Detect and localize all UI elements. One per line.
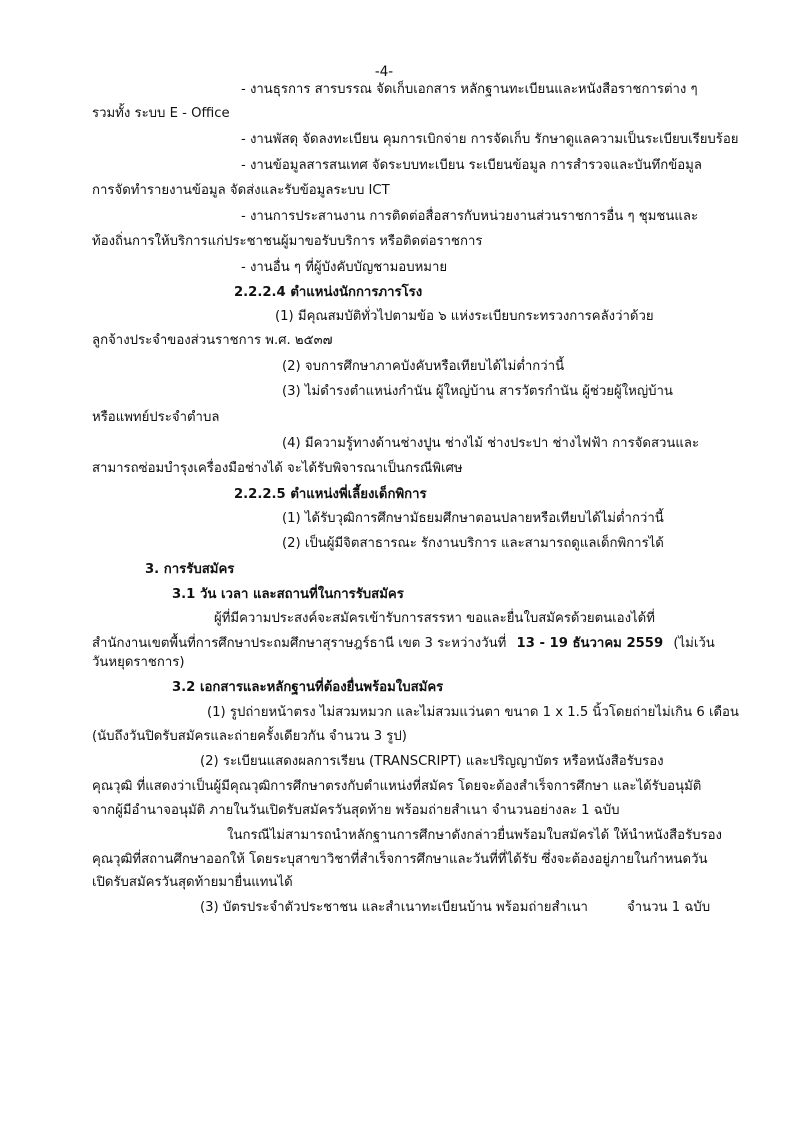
s32-item-3-text: (3) บัตรประจำตัวประชาชน และสำเนาทะเบียนบ้าน พร้อมถ่ายสำเนา: [200, 900, 588, 915]
duty-1-line-1: - งานธุรการ สารบรรณ จัดเก็บเอกสาร หลักฐานทะเบียนและหนังสือราชการต่าง ๆ: [241, 82, 698, 97]
s2225-item-1: (1) ได้รับวุฒิการศึกษามัธยมศึกษาตอนปลายหรือเทียบได้ไม่ต่ำกว่านี้: [282, 511, 664, 526]
s31-line-2-suffix: (ไม่เว้น: [673, 636, 715, 651]
section-2225-heading: 2.2.2.5 ตำแหน่งพี่เลี้ยงเด็กพิการ: [234, 487, 427, 502]
s2224-item-1-line-1: (1) มีคุณสมบัติทั่วไปตามข้อ ๖ แห่งระเบียบกระทรวงการคลังว่าด้วย: [275, 309, 654, 324]
s31-line-2-prefix: สำนักงานเขตพื้นที่การศึกษาประถมศึกษาสุราษฎร์ธานี เขต 3 ระหว่างวันที่: [92, 636, 507, 651]
s31-line-2: [92, 634, 715, 654]
s2224-item-3-line-1: (3) ไม่ดำรงตำแหน่งกำนัน ผู้ใหญ่บ้าน สารวัตรกำนัน ผู้ช่วยผู้ใหญ่บ้าน: [282, 384, 673, 399]
duty-3-line-2: การจัดทำรายงานข้อมูล จัดส่งและรับข้อมูลระบบ ICT: [92, 183, 390, 198]
section-32-heading: 3.2 เอกสารและหลักฐานที่ต้องยื่นพร้อมใบสมัคร: [172, 680, 444, 695]
application-dates: 13 - 19 ธันวาคม 2559: [516, 636, 664, 651]
s32-item-1-line-1: (1) รูปถ่ายหน้าตรง ไม่สวมหมวก และไม่สวมแว่นตา ขนาด 1 x 1.5 นิ้วโดยถ่ายไม่เกิน 6 เดือน: [207, 705, 739, 720]
s2224-item-4-line-1: (4) มีความรู้ทางด้านช่างปูน ช่างไม้ ช่างประปา ช่างไฟฟ้า การจัดสวนและ: [282, 436, 700, 451]
s2224-item-3-line-2: หรือแพทย์ประจำตำบล: [92, 410, 220, 425]
s32-note-line-2: คุณวุฒิที่สถานศึกษาออกให้ โดยระบุสาขาวิชาที่สำเร็จการศึกษาและวันที่ที่ได้รับ ซึ่งจะต้องอยู่ภายในกำหนดวัน: [92, 852, 708, 867]
section-3-heading: 3. การรับสมัคร: [145, 562, 235, 577]
duty-5-line-1: - งานอื่น ๆ ที่ผู้บังคับบัญชามอบหมาย: [241, 260, 448, 275]
duty-2-line-1: - งานพัสดุ จัดลงทะเบียน คุมการเบิกจ่าย การจัดเก็บ รักษาดูแลความเป็นระเบียบเรียบร้อย: [241, 132, 739, 147]
s32-item-2-line-1: (2) ระเบียนแสดงผลการเรียน (TRANSCRIPT) และปริญญาบัตร หรือหนังสือรับรอง: [200, 754, 664, 769]
duty-3-line-1: - งานข้อมูลสารสนเทศ จัดระบบทะเบียน ระเบียนข้อมูล การสำรวจและบันทึกข้อมูล: [241, 158, 702, 173]
s32-note-line-3: เปิดรับสมัครวันสุดท้ายมายื่นแทนได้: [92, 875, 293, 890]
s2224-item-1-line-2: ลูกจ้างประจำของส่วนราชการ พ.ศ. ๒๕๓๗: [92, 333, 333, 348]
s2224-item-2-line-1: (2) จบการศึกษาภาคบังคับหรือเทียบได้ไม่ต่ำกว่านี้: [282, 359, 565, 374]
s2224-item-4-line-2: สามารถซ่อมบำรุงเครื่องมือช่างได้ จะได้รับพิจารณาเป็นกรณีพิเศษ: [92, 461, 463, 476]
s32-item-1-line-2: (นับถึงวันปิดรับสมัครและถ่ายครั้งเดียวกัน จำนวน 3 รูป): [92, 729, 407, 744]
s2225-item-2: (2) เป็นผู้มีจิตสาธารณะ รักงานบริการ และสามารถดูแลเด็กพิการได้: [282, 536, 664, 551]
section-2224-heading: 2.2.2.4 ตำแหน่งนักการภารโรง: [234, 285, 423, 300]
s32-note-line-1: ในกรณีไม่สามารถนำหลักฐานการศึกษาดังกล่าวยื่นพร้อมใบสมัครได้ ให้นำหนังสือรับรอง: [227, 828, 722, 843]
duty-4-line-2: ท้องถิ่นการให้บริการแก่ประชาชนผู้มาขอรับบริการ หรือติดต่อราชการ: [92, 234, 483, 249]
s31-line-3: วันหยุดราชการ): [92, 655, 185, 670]
page-number: -4-: [374, 64, 394, 80]
s32-item-2-line-3: จากผู้มีอำนาจอนุมัติ ภายในวันเปิดรับสมัครวันสุดท้าย พร้อมถ่ายสำเนา จำนวนอย่างละ 1 ฉบับ: [92, 803, 620, 818]
section-31-heading: 3.1 วัน เวลา และสถานที่ในการรับสมัคร: [172, 587, 404, 602]
duty-4-line-1: - งานการประสานงาน การติดต่อสื่อสารกับหน่วยงานส่วนราชการอื่น ๆ ชุมชนและ: [241, 209, 699, 224]
duty-1-line-2: รวมทั้ง ระบบ E - Office: [92, 106, 230, 121]
s32-item-2-line-2: คุณวุฒิ ที่แสดงว่าเป็นผู้มีคุณวุฒิการศึกษาตรงกับตำแหน่งที่สมัคร โดยจะต้องสำเร็จการศึกษา และได้รับอนุมัติ: [92, 779, 702, 794]
s31-line-1: ผู้ที่มีความประสงค์จะสมัครเข้ารับการสรรหา ขอและยื่นใบสมัครด้วยตนเองได้ที่: [214, 611, 655, 626]
s32-item-3-count: จำนวน 1 ฉบับ: [627, 900, 711, 915]
